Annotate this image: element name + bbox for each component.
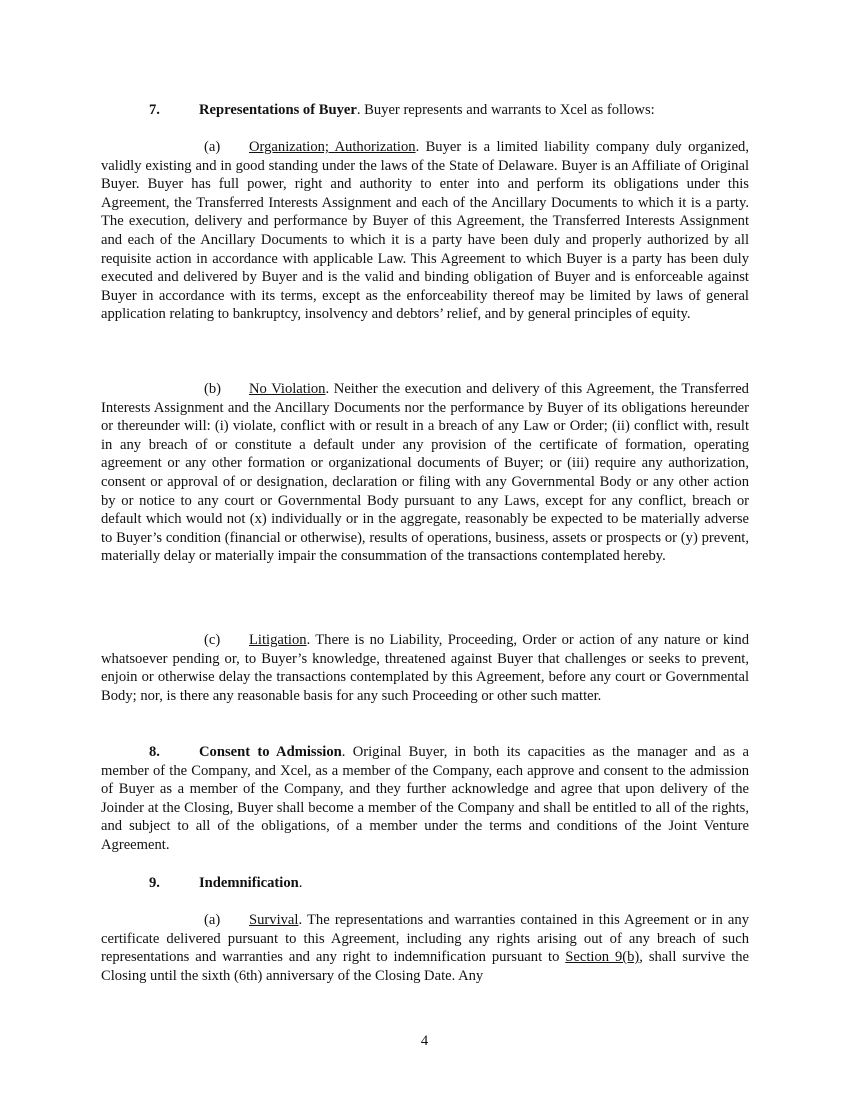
subsection-label: (a)	[204, 912, 221, 928]
section-intro: . Original Buyer, in both its capacities as the manager and as a member of the Company, and Xcel, as a member of the Company, each approve and consent to the admission of Buyer as a member of the Company, and they further acknowledge and agree that upon delivery of the Joinder at the Closing, Buyer shall become a member of the Company and shall be entitled to all of the rights, and subject to all of the obligations, of a member under the terms and conditions of the Joint Venture Agreement.	[101, 744, 749, 853]
section-8	[101, 743, 749, 855]
section-7	[101, 101, 749, 120]
subsection-body-continued: , shall survive the Closing until the sixth (6th) anniversary of the Closing Date. Any	[101, 949, 749, 984]
subsection-paragraph	[101, 380, 749, 566]
section-9a	[101, 911, 749, 985]
subsection-body: . Buyer is a limited liability company duly organized, validly existing and in good standing under the laws of the State of Delaware. Buyer is an Affiliate of Original Buyer. Buyer has full power, right and authority to enter into and perform its obligations under this Agreement, the Transferred Interests Assignment and each of the Ancillary Documents to which it is a party. The execution, delivery and performance by Buyer of this Agreement, the Transferred Interests Assignment and each of the Ancillary Documents to which it is a party have been duly and properly authorized by all requisite action in accordance with applicable Law. This Agreement to which Buyer is a party has been duly executed and delivered by Buyer and is the valid and binding obligation of Buyer and is enforceable against Buyer in accordance with its terms, except as the enforceability thereof may be limited by laws of general application relating to bankruptcy, insolvency and debtors’ relief, and by general principles of equity.	[101, 139, 749, 323]
subsection-title: No Violation	[249, 381, 326, 397]
section-7b	[101, 380, 749, 566]
section-intro: .	[298, 875, 303, 891]
section-7c	[101, 631, 749, 705]
section-9-heading-paragraph	[101, 874, 749, 893]
section-heading: Consent to Admission	[199, 744, 342, 760]
subsection-label: (b)	[204, 381, 222, 397]
section-heading: Indemnification	[199, 875, 299, 891]
subsection-body: . The representations and warranties contained in this Agreement or in any certificate delivered pursuant to this Agreement, including any rights arising out of any breach of such representations and warranties and any right to indemnification pursuant to	[101, 912, 749, 966]
section-intro: . Buyer represents and warrants to Xcel as follows:	[356, 102, 655, 118]
subsection-paragraph	[101, 911, 749, 985]
section-number: 8.	[149, 744, 160, 760]
section-number: 9.	[149, 875, 160, 891]
subsection-body: . There is no Liability, Proceeding, Order or action of any nature or kind whatsoever pending or, to Buyer’s knowledge, threatened against Buyer that challenges or seeks to prevent, enjoin or otherwise delay the transactions contemplated by this Agreement, before any court or Governmental Body; nor, is there any reasonable basis for any such Proceeding or other such matter.	[101, 632, 749, 704]
page-number: 4	[420, 1033, 429, 1049]
subsection-title: Organization; Authorization	[249, 139, 416, 155]
subsection-label: (c)	[204, 632, 221, 648]
subsection-title: Survival	[249, 912, 299, 928]
subsection-label: (a)	[204, 139, 221, 155]
section-number: 7.	[149, 102, 160, 118]
section-9	[101, 874, 749, 893]
section-7a	[101, 138, 749, 324]
section-heading: Representations of Buyer	[199, 102, 357, 118]
subsection-body: . Neither the execution and delivery of this Agreement, the Transferred Interests Assignment and the Ancillary Documents nor the performance by Buyer of its obligations hereunder or thereunder will: (i) violate, conflict with or result in a breach of any Law or Order; (ii) conflict with, result in any breach of or constitute a default under any provision of the certificate of formation, operating agreement or any other formation or organizational documents of Buyer; or (iii) require any authorization, consent or approval of or designation, declaration or filing with any Governmental Body or any other action by or notice to any court or Governmental Body pursuant to any Laws, except for any conflict, breach or default which would not (x) individually or in the aggregate, reasonably be expected to be materially adverse to Buyer’s condition (financial or otherwise), results of operations, business, assets or prospects or (y) prevent, materially delay or materially impair the consummation of the transactions contemplated hereby.	[101, 381, 749, 565]
section-7-heading-paragraph	[101, 101, 749, 120]
subsection-paragraph	[101, 138, 749, 324]
section-8-paragraph	[101, 743, 749, 855]
section-reference-link: Section 9(b)	[565, 949, 640, 966]
subsection-paragraph	[101, 631, 749, 705]
subsection-title: Litigation	[249, 632, 307, 648]
